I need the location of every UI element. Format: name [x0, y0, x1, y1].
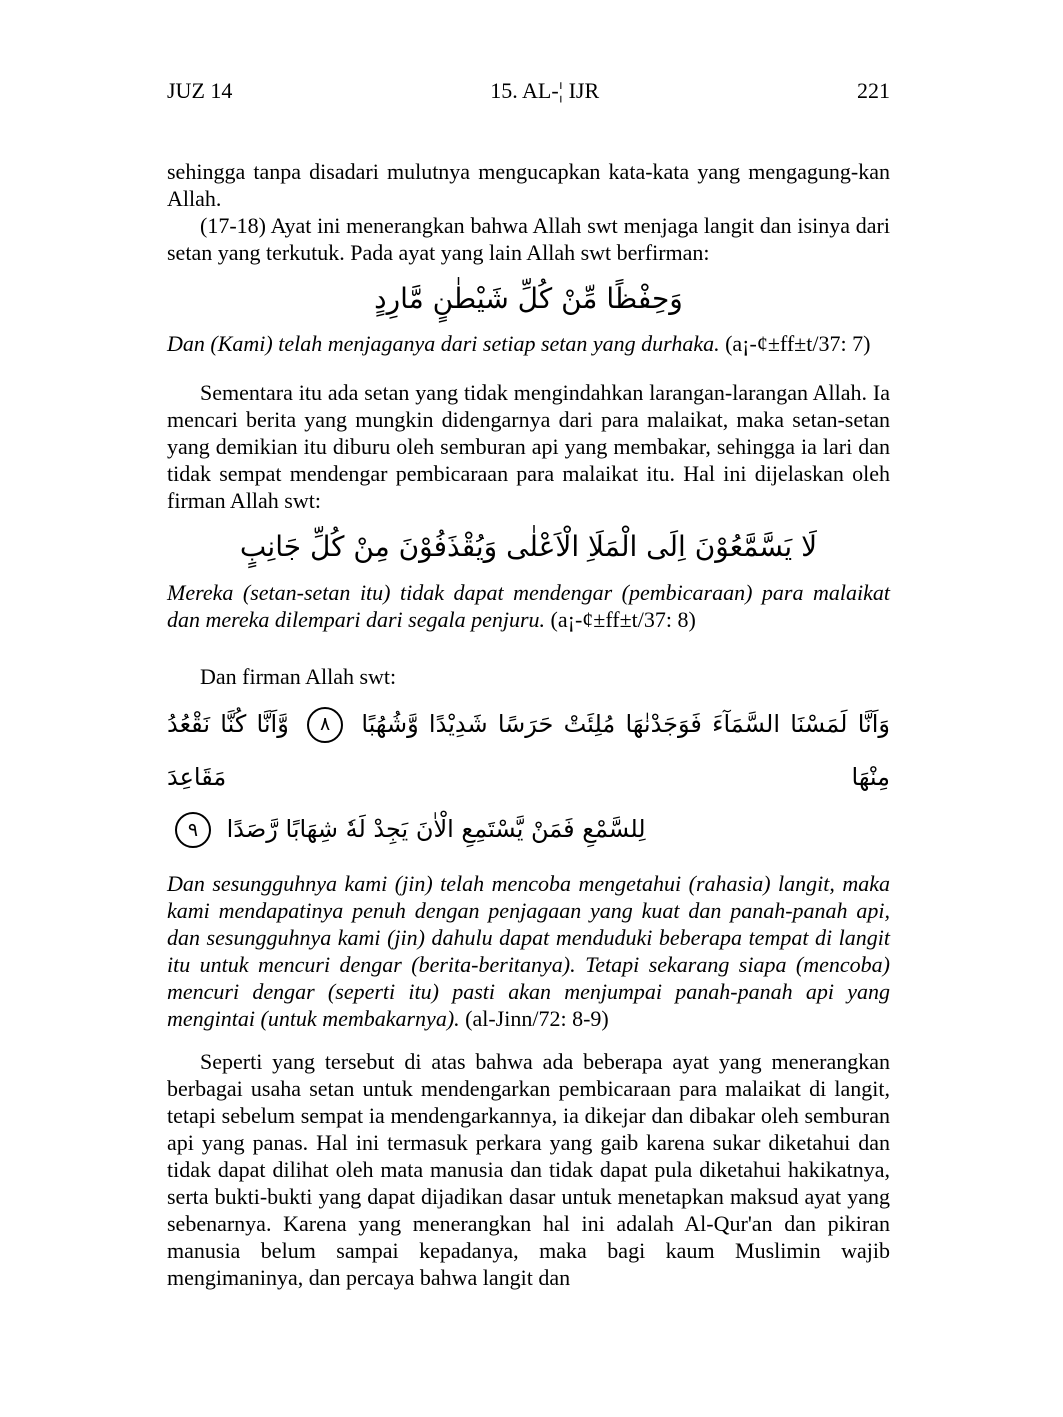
arabic-text-segment: وَّاَنَّا كُنَّا نَقْعُدُ مِنْهَا مَقَاعِدَ [167, 709, 890, 791]
translation-text: Mereka (setan-setan itu) tidak dapat mendengar (pembicaraan) para malaikat dan mereka dilempari dari segala penjuru. [167, 579, 890, 632]
surah-title: 15. AL-¦ IJR [490, 78, 600, 103]
paragraph-sementara: Sementara itu ada setan yang tidak mengindahkan larangan-larangan Allah. Ia mencari berita yang mungkin didengarnya dari para malaikat, maka setan-setan yang demikian itu diburu oleh semburan api yang membakar, sehingga ia lari dan tidak sempat mendengar pembicaraan para malaikat itu. Hal ini dijelaskan oleh firman Allah swt: [167, 380, 890, 514]
citation-saffat-37-8: (a¡-¢±ff±t/37: 8) [550, 606, 696, 632]
page-header [167, 78, 890, 104]
arabic-line-1 [167, 698, 890, 804]
arabic-verse-jinn-72-8-9 [167, 698, 890, 856]
page-body [167, 158, 890, 1291]
translation-saffat-37-7 [167, 330, 890, 357]
ayah-marker-9: ٩ [175, 812, 211, 848]
arabic-text-segment: لِلسَّمْعِ فَمَنْ يَّسْتَمِعِ الْاٰنَ يَجِدْ لَهٗ شِهَابًا رَّصَدًا [226, 815, 646, 844]
translation-jinn-72-8-9 [167, 870, 890, 1032]
ayah-marker-8: ٨ [307, 707, 343, 743]
page-number: 221 [856, 78, 890, 103]
paragraph-continuation: sehingga tanpa disadari mulutnya mengucapkan kata-kata yang mengagung-kan Allah. [167, 159, 890, 211]
translation-saffat-37-8 [167, 579, 890, 633]
citation-jinn-72-8-9: (al-Jinn/72: 8-9) [465, 1006, 609, 1032]
arabic-verse-saffat-37-7: وَحِفْظًا مِّنْ كُلِّ شَيْطٰنٍ مَّارِدٍ [374, 282, 683, 315]
translation-text: Dan (Kami) telah menjaganya dari setiap setan yang durhaka. [167, 331, 720, 357]
citation-saffat-37-7: (a¡-¢±ff±t/37: 7) [725, 331, 871, 357]
paragraph-seperti: Seperti yang tersebut di atas bahwa ada beberapa ayat yang menerangkan berbagai usaha setan untuk mendengarkan pembicaraan para malaikat di langit, tetapi sebelum sempat ia mendengarkannya, ia dikejar dan dibakar oleh semburan api yang panas. Hal ini termasuk perkara yang gaib karena sukar diketahui dan tidak dapat dilihat oleh mata manusia dan tidak dapat pula diketahui hakikatnya, serta bukti-bukti yang dapat dijadikan dasar untuk menetapkan maksud ayat yang sebenarnya. Karena yang menerangkan hal ini adalah Al-Qur'an dan pikiran manusia belum sampai kepadanya, maka bagi kaum Muslimin wajib mengimaninya, dan percaya bahwa langit dan [167, 1049, 890, 1291]
arabic-line-2 [167, 803, 890, 856]
arabic-text-segment: وَاَنَّا لَمَسْنَا السَّمَآءَ فَوَجَدْنٰهَا مُلِئَتْ حَرَسًا شَدِيْدًا وَّشُهُبًا [361, 709, 890, 738]
paragraph-tafsir-17-18: (17-18) Ayat ini menerangkan bahwa Allah swt menjaga langit dan isinya dari setan yang terkutuk. Pada ayat yang lain Allah swt berfirman: [167, 213, 890, 265]
translation-text: Dan sesungguhnya kami (jin) telah mencoba mengetahui (rahasia) langit, maka kami mendapatinya penuh dengan penjagaan yang kuat dan panah-panah api, dan sesungguhnya kami (jin) dahulu dapat menduduki beberapa tempat di langit itu untuk mencuri dengar (berita-beritanya). Tetapi sekarang siapa (mencoba) mencuri dengar (seperti itu) pasti akan menjumpai panah-panah api yang mengintai (untuk membakarnya). [167, 871, 890, 1032]
paragraph-dan-firman: Dan firman Allah swt: [200, 663, 397, 689]
arabic-verse-saffat-37-8: لَا يَسَّمَّعُوْنَ اِلَى الْمَلَاِ الْاَعْلٰى وَيُقْذَفُوْنَ مِنْ كُلِّ جَانِبٍ [239, 530, 818, 564]
juz-label: JUZ 14 [167, 78, 233, 103]
